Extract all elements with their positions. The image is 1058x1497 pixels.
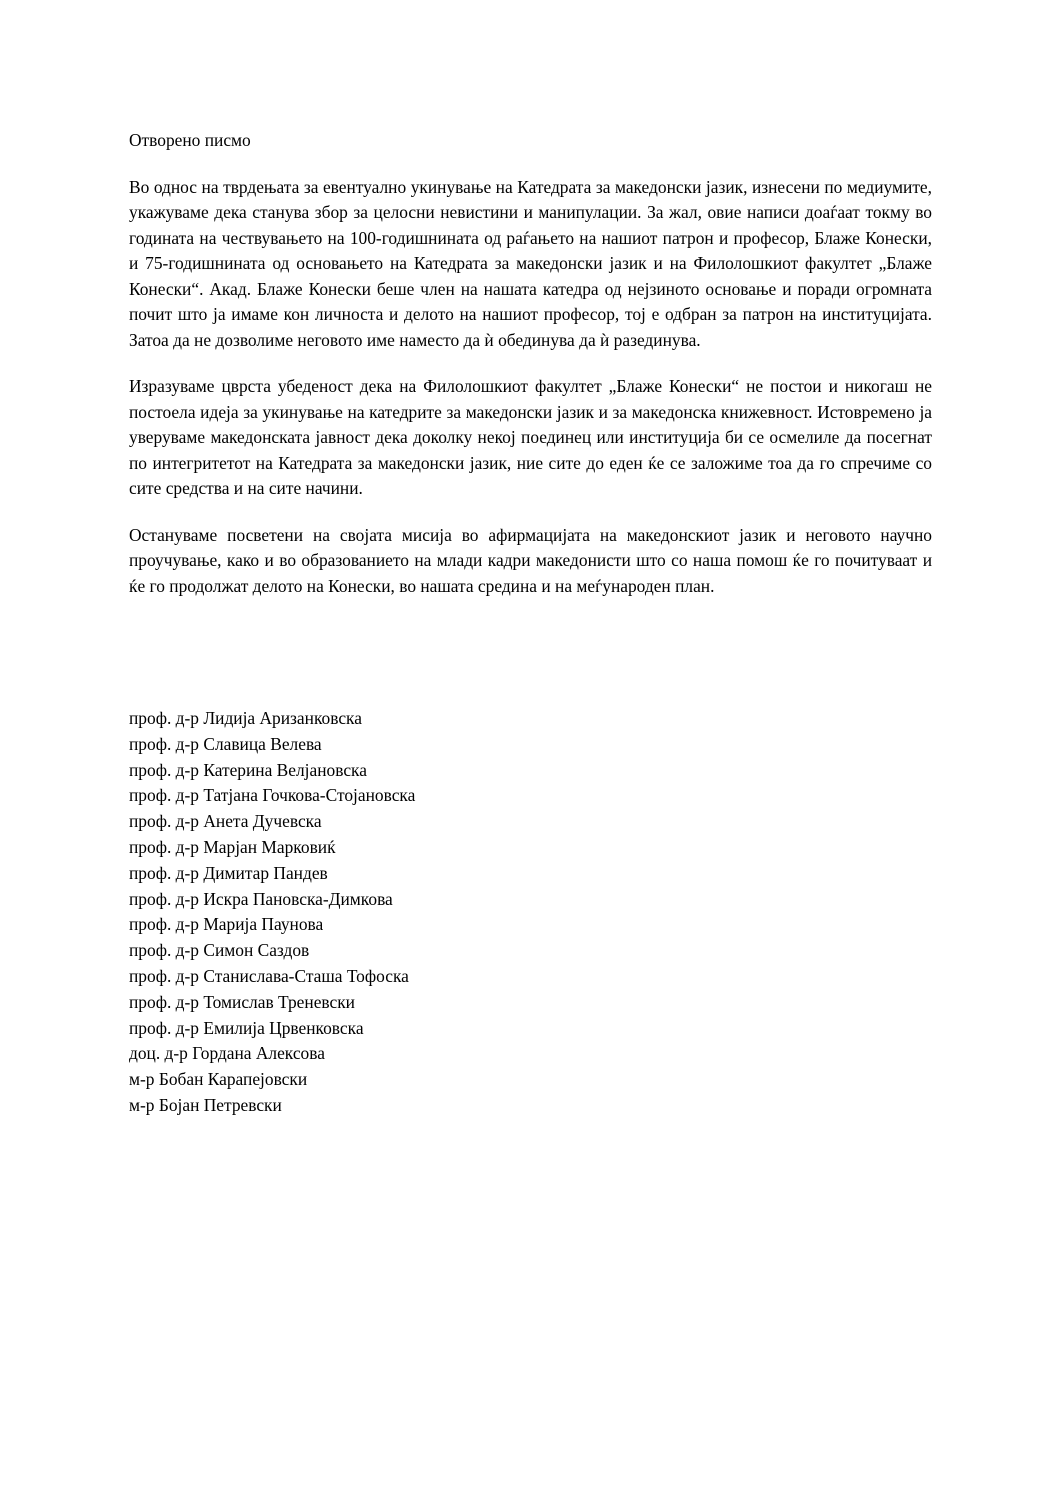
paragraph-2: Изразуваме цврста убеденост дека на Филолошкиот факултет „Блаже Конески“ не постои и никогаш не постоела идеја за укинување на катедрите за македонски јазик и за македонска книжевност. Истовремено ја уверуваме македонската јавност дека доколку некој поединец или институција би се осмелиле да посегнат по интегритетот на Катедрата за македонски јазик, ние сите до еден ќе се заложиме тоа да го спречиме со сите средства и на сите начини. <box>129 376 932 498</box>
signatory: доц. д-р Гордана Алексова <box>129 1043 325 1064</box>
signatory: м-р Бојан Петревски <box>129 1094 282 1115</box>
signatory: проф. д-р Димитар Пандев <box>129 862 328 883</box>
signatory: проф. д-р Искра Пановска-Димкова <box>129 888 393 909</box>
paragraph-3: Остануваме посветени на својата мисија во афирмацијата на македонскиот јазик и неговото научно проучување, како и во образованието на млади кадри македонисти што со наша помош ќе го почитуваат и ќе го продолжат делото на Конески, во нашата средина и на меѓународен план. <box>129 524 932 596</box>
signatory: проф. д-р Татјана Гочкова-Стојановска <box>129 785 416 806</box>
signatory: проф. д-р Марјан Марковиќ <box>129 836 336 857</box>
signatories-list <box>129 706 729 1119</box>
signatory: м-р Бобан Карапејовски <box>129 1069 308 1090</box>
signatory: проф. д-р Станислава-Сташа Тофоска <box>129 965 409 986</box>
signatory: проф. д-р Емилија Црвенковска <box>129 1017 364 1038</box>
letter-body <box>129 128 932 620</box>
signatory: проф. д-р Анета Дучевска <box>129 811 322 832</box>
signatory: проф. д-р Симон Саздов <box>129 940 310 961</box>
paragraph-1: Во однос на тврдењата за евентуално укинување на Катедрата за македонски јазик, изнесени по медиумите, укажуваме дека станува збор за целосни невистини и манипулации. За жал, овие написи доаѓаат токму во годината на чествувањето на 100-годишнината од раѓањето на нашиот патрон и професор, Блаже Конески, и 75-годишнината од основањето на Катедрата за македонски јазик и на Филолошкиот факултет „Блаже Конески“. Акад. Блаже Конески беше член на нашата катедра од нејзиното основање и поради огромната почит што ја имаме кон личноста и делото на нашиот професор, тој е одбран за патрон на институцијата. Затоа да не дозволиме неговото име наместо да ѝ обединува да ѝ разединува. <box>129 176 932 350</box>
signatory: проф. д-р Марија Паунова <box>129 914 324 935</box>
signatory: проф. д-р Славица Велева <box>129 733 322 754</box>
signatory: проф. д-р Лидија Аризанковска <box>129 708 362 728</box>
signatory: проф. д-р Томислав Треневски <box>129 991 355 1012</box>
signatory: проф. д-р Катерина Велјановска <box>129 759 367 780</box>
letter-title: Отворено писмо <box>129 130 251 150</box>
